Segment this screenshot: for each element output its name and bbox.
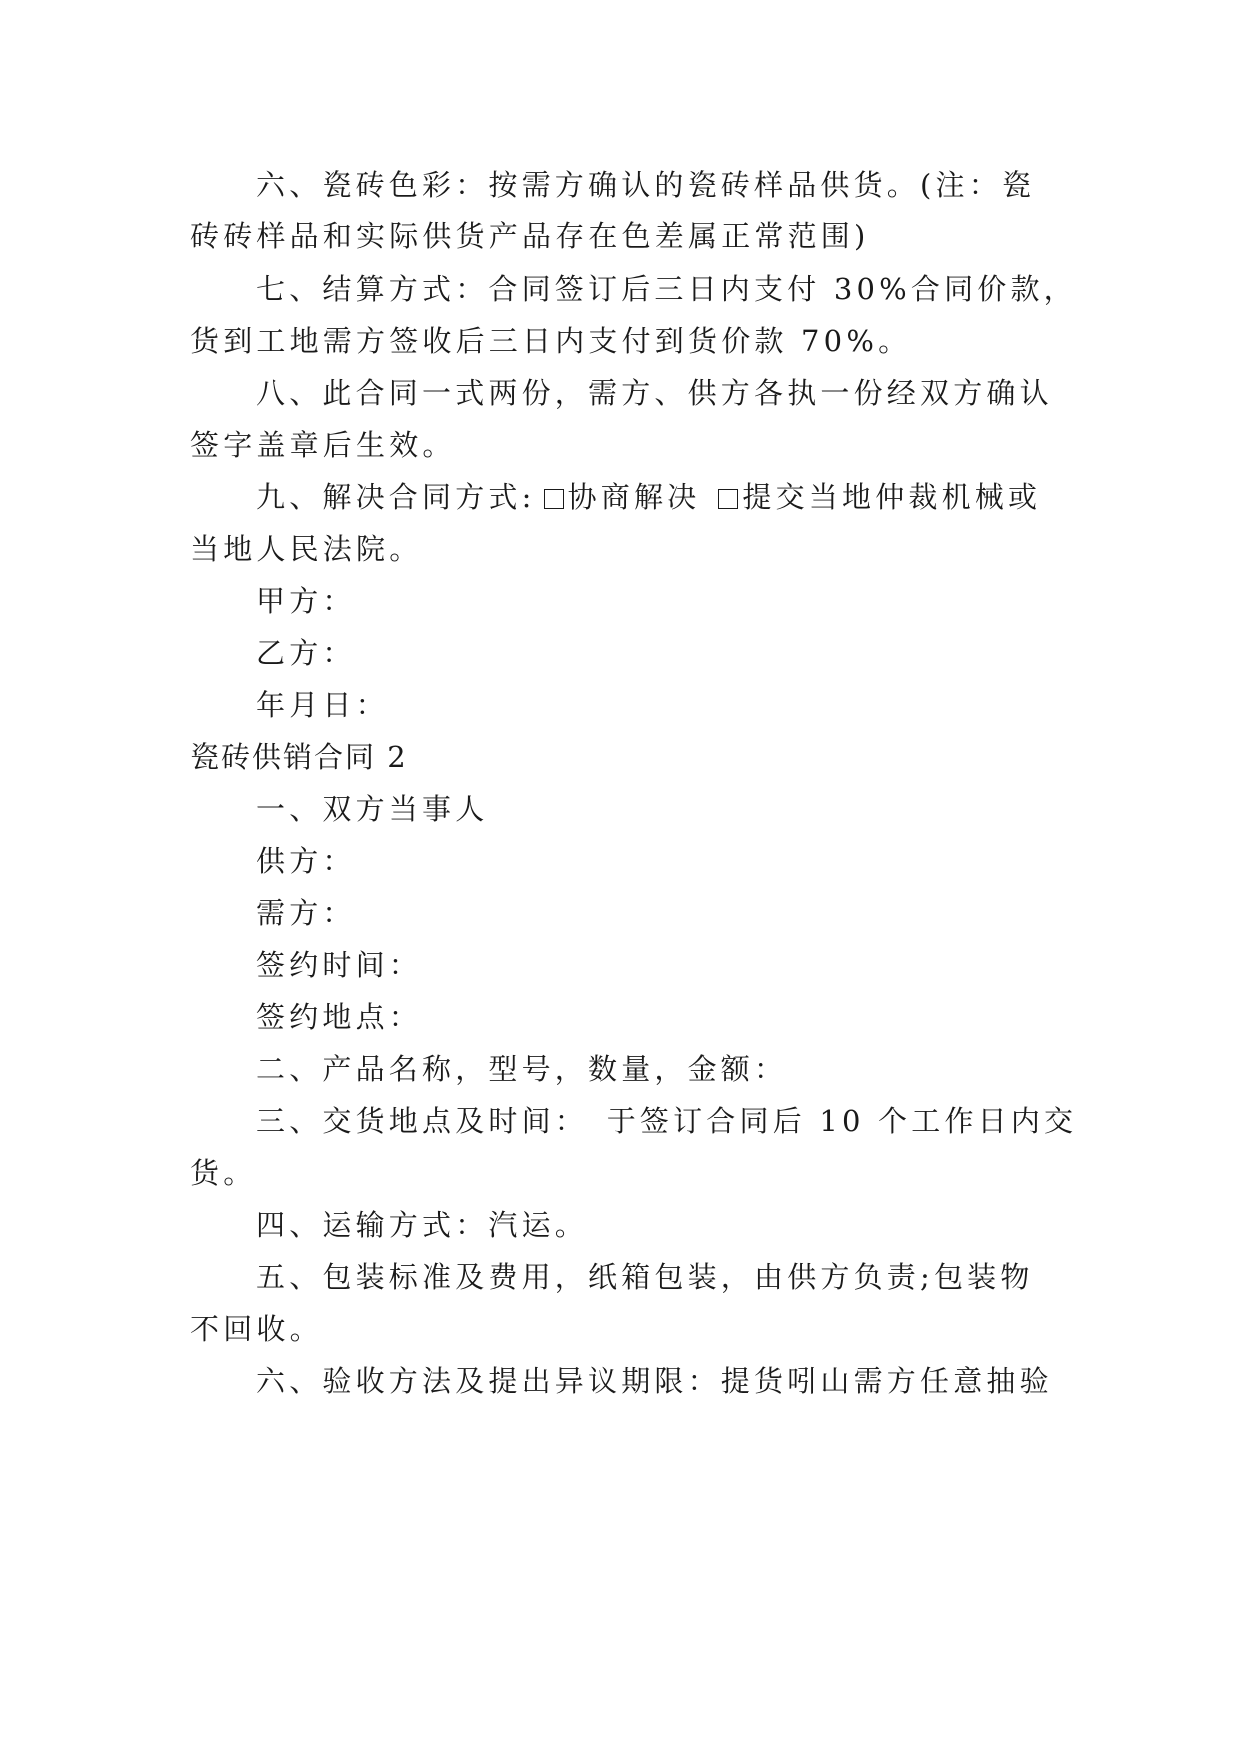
section-3-delivery-line-2: 货。 <box>190 1156 257 1190</box>
section-1-parties: 一、双方当事人 <box>256 792 489 826</box>
party-a-label: 甲方： <box>256 584 356 618</box>
contract-2-title: 瓷砖供销合同 2 <box>190 740 408 774</box>
section-4-transport: 四、运输方式：汽运。 <box>256 1208 589 1242</box>
section-6-inspection-line-1: 六、验收方法及提出异议期限：提货吲山需方任意抽验 <box>256 1364 1053 1398</box>
section-2-products: 二、产品名称，型号，数量，金额： <box>256 1052 788 1086</box>
option-negotiate-label: 协商解决 <box>567 480 701 514</box>
clause-6-color-line-1: 六、瓷砖色彩：按需方确认的瓷砖样品供货。(注：瓷 <box>256 168 1036 202</box>
checkbox-arbitration[interactable] <box>718 489 738 509</box>
checkbox-negotiate[interactable] <box>544 489 564 509</box>
clause-9-dispute-line-1 <box>256 477 1041 517</box>
buyer-label: 需方： <box>256 896 356 930</box>
date-label: 年月日： <box>256 688 389 722</box>
clause-8-copies-line-2: 签字盖章后生效。 <box>190 428 456 462</box>
section-5-packaging-line-2: 不回收。 <box>190 1312 323 1346</box>
party-b-label: 乙方： <box>256 636 356 670</box>
clause-9-dispute-line-2: 当地人民法院。 <box>190 532 423 566</box>
clause-9-prefix: 九、解决合同方式: <box>256 480 536 514</box>
section-3-delivery-line-1: 三、交货地点及时间： 于签订合同后 10 个工作日内交 <box>256 1104 1078 1138</box>
signing-time-label: 签约时间： <box>256 948 423 982</box>
clause-6-color-line-2: 砖砖样品和实际供货产品存在色差属正常范围) <box>190 219 870 253</box>
supplier-label: 供方： <box>256 844 356 878</box>
clause-8-copies-line-1: 八、此合同一式两份，需方、供方各执一份经双方确认 <box>256 376 1053 410</box>
clause-7-settlement-line-1: 七、结算方式：合同签订后三日内支付 30%合同价款， <box>256 272 1077 306</box>
section-5-packaging-line-1: 五、包装标准及费用，纸箱包装，由供方负责;包装物 <box>256 1260 1034 1294</box>
signing-place-label: 签约地点： <box>256 1000 423 1034</box>
option-arbitration-label: 提交当地仲裁机械或 <box>742 480 1042 514</box>
clause-7-settlement-line-2: 货到工地需方签收后三日内支付到货价款 70%。 <box>190 324 912 358</box>
